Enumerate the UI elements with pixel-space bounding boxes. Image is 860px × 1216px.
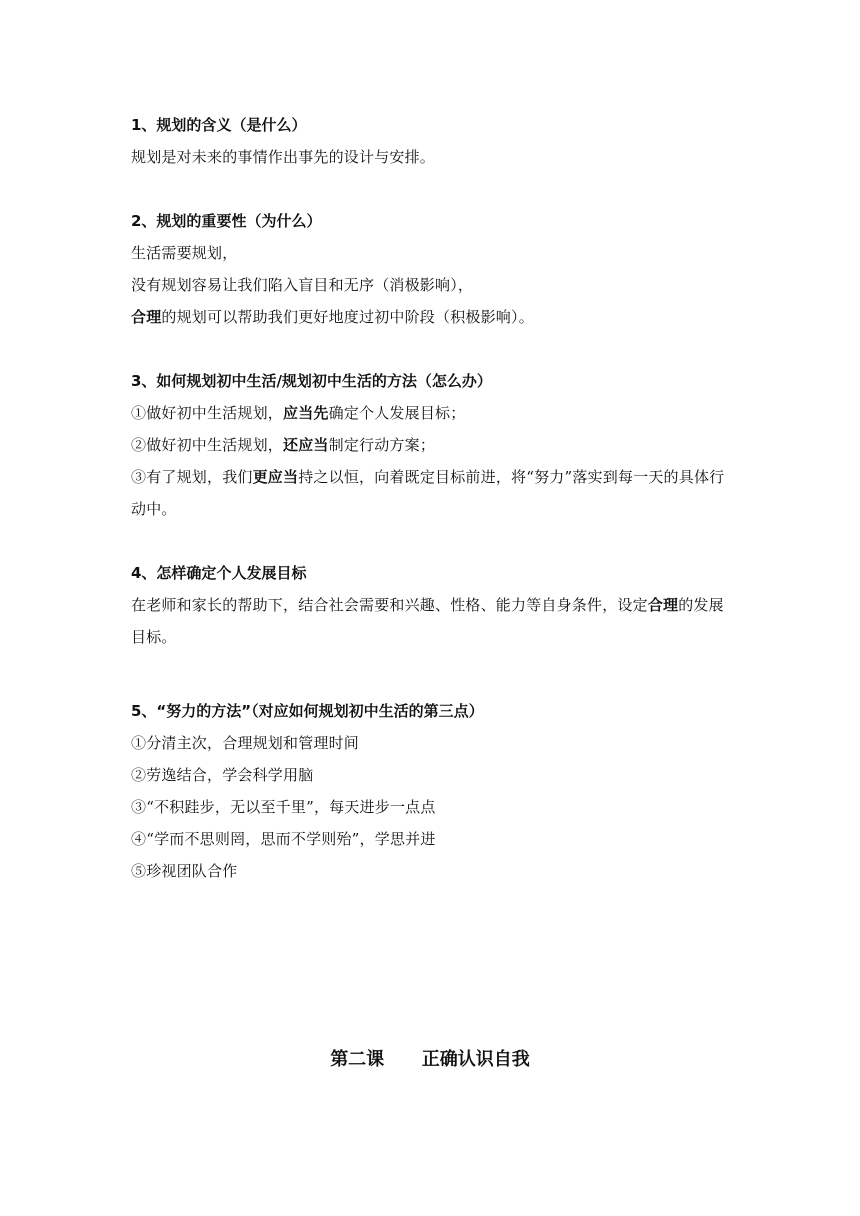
emphasis-text: 还应当 bbox=[283, 436, 329, 454]
section-heading: 5、“努力的方法”（对应如何规划初中生活的第三点） bbox=[131, 702, 484, 720]
section-heading: 1、规划的含义（是什么） bbox=[131, 116, 307, 134]
list-item: ⑤珍视团队合作 bbox=[131, 862, 238, 880]
section-effort-methods bbox=[131, 695, 731, 887]
list-item: ③“不积跬步，无以至千里”，每天进步一点点 bbox=[131, 798, 436, 816]
section-goals bbox=[131, 557, 731, 653]
section-heading: 4、怎样确定个人发展目标 bbox=[131, 564, 307, 582]
emphasis-text: 更应当 bbox=[252, 468, 299, 486]
section-text: 没有规划容易让我们陷入盲目和无序（消极影响）， bbox=[131, 276, 474, 294]
section-text: 规划是对未来的事情作出事先的设计与安排。 bbox=[131, 148, 436, 166]
list-item: ①分清主次，合理规划和管理时间 bbox=[131, 734, 360, 752]
section-text: ①做好初中生活规划，应当先确定个人发展目标； bbox=[131, 404, 466, 422]
lesson-title: 第二课 正确认识自我 bbox=[330, 1049, 530, 1070]
emphasis-text: 合理 bbox=[647, 596, 679, 614]
section-text: 合理的规划可以帮助我们更好地度过初中阶段（积极影响）。 bbox=[131, 308, 534, 326]
document-body bbox=[131, 109, 731, 887]
section-how-to-plan bbox=[131, 365, 731, 525]
section-heading: 3、如何规划初中生活/规划初中生活的方法（怎么办） bbox=[131, 372, 492, 390]
emphasis-text: 合理 bbox=[131, 308, 162, 326]
emphasis-text: 应当先 bbox=[283, 404, 329, 422]
section-heading: 2、规划的重要性（为什么） bbox=[131, 212, 322, 230]
list-item: ②劳逸结合，学会科学用脑 bbox=[131, 766, 314, 784]
section-text: 在老师和家长的帮助下，结合社会需要和兴趣、性格、能力等自身条件，设定合理的发展目标。 bbox=[131, 596, 724, 646]
section-importance bbox=[131, 205, 731, 333]
section-meaning bbox=[131, 109, 731, 173]
section-text: ②做好初中生活规划，还应当制定行动方案； bbox=[131, 436, 436, 454]
list-item: ④“学而不思则罔，思而不学则殆”，学思并进 bbox=[131, 830, 436, 848]
section-text: 生活需要规划， bbox=[131, 244, 238, 262]
section-text: ③有了规划，我们更应当持之以恒，向着既定目标前进，将“努力”落实到每一天的具体行动中。 bbox=[131, 468, 725, 518]
